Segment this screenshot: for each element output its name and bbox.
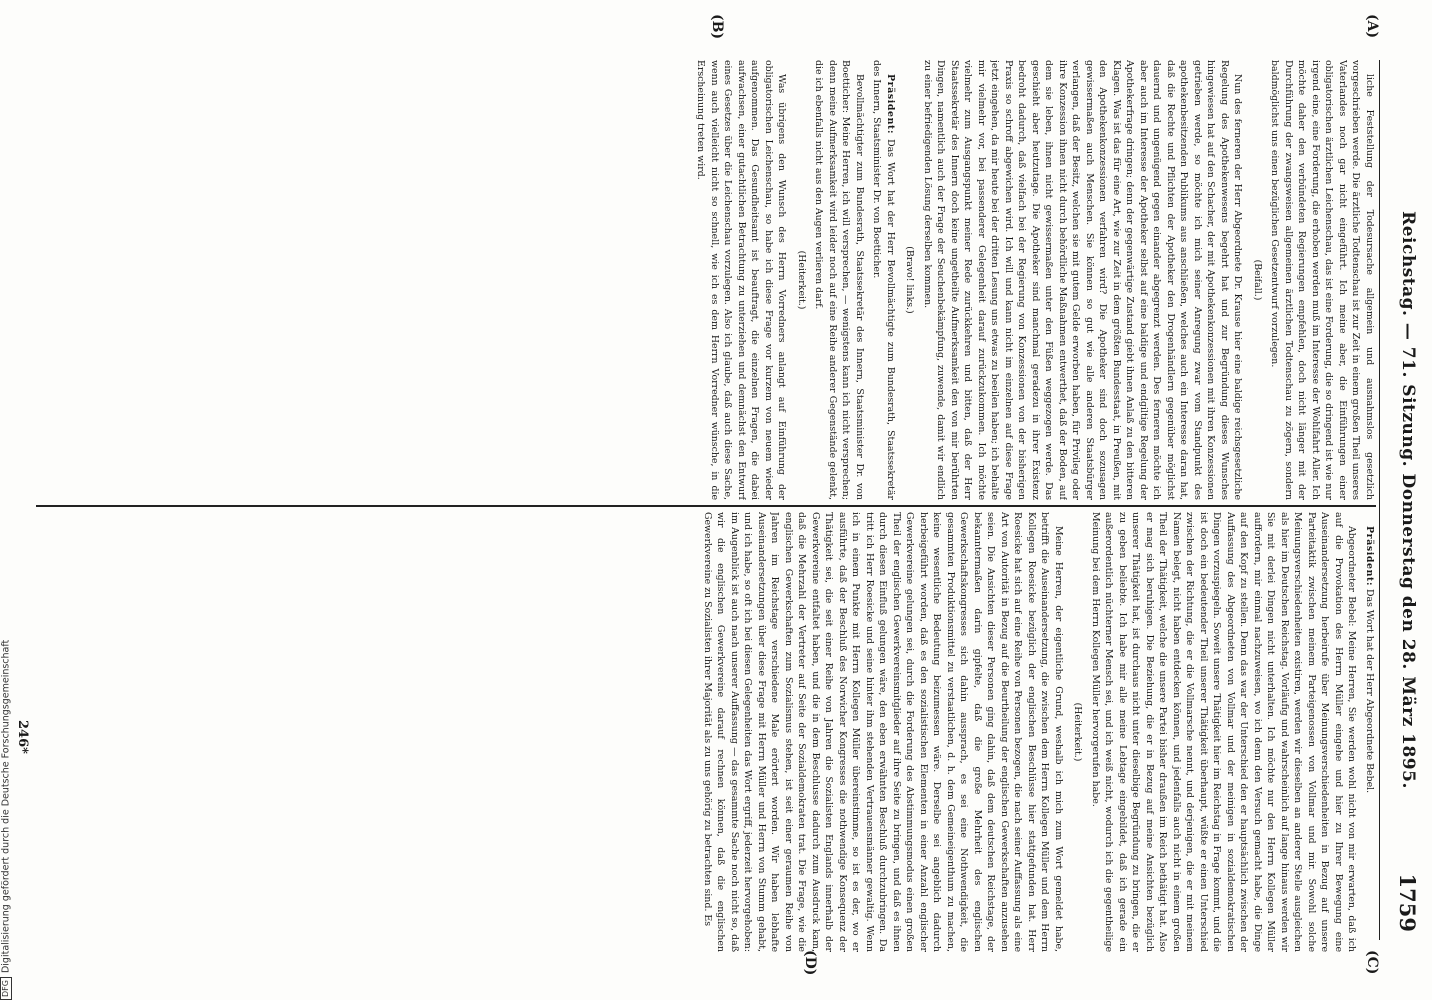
interjection: (Beifall.) xyxy=(1252,259,1263,301)
header-title: Reichstag. — 71. Sitzung. Donnerstag den 28. März 1895. xyxy=(1398,211,1418,789)
paragraph: Meine Herren, der eigentliche Grund, weshalb ich mich zum Wort gemeldet habe, betrifft die Auseinandersetzung, die zwischen dem Herrn Kollegen Müller und dem Herrn Kollegen Roesicke bezüglich der englischen Beschlüsse hier stattgefunden hat. Herr Roesicke hat sich auf eine Reihe von Personen bezogen, die nach seiner Auffassung als eine Art von Autorität in Bezug auf die Beurtheilung der englischen Gewerkschaften anzusehen seien. Die Ansichten dieser Personen ging dahin, daß dem deutschen Reichstage, der bekanntermaßen darin gipfelte, daß die große Mehrheit des englischen Gewerkschaftskongresses sich dahin aussprach, es sei eine Nothwendigkeit, die gesammten Produktionsmittel zu verstaatlichen, d. h. dem Gemeineigenthum zu machen, keine wesentliche Bedeutung beizumessen wäre. Derselbe sei angeblich dadurch herbeigeführt worden, daß es den sozialistischen Elementen in einer Anzahl englischer Gewerkvereine gelungen sei, durch die Forderung des Abstimmungsmodus einen großen Theil der englischen Gewerkvereinsmitglieder auf ihre Seite zu bringen, und daß es ihnen durch diesen Einfluß gelungen wäre, den eben erwähnten Beschluß durchzubringen. Da tritt ich Herr Roesicke und seine hinter ihm stehenden Vertrauensmänner gewaltig. Wenn ich in einem Punkte mit Herrn Kollegen Müller übereinstimme, so ist es der, wo er ausführte, daß der Beschluß des Norwicher Kongresses die nothwendige Konsequenz der Thätigkeit sei, die seit einer Reihe von Jahren die Sozialisten Englands innerhalb der Gewerkvereine entfaltet haben, und die in dem Beschlusse dadurch zum Ausdruck kam, daß die Mehrzahl der Vertreter auf Seite der Sozialdemokraten trat. Die Frage, wie die englischen Gewerkschaften zum Sozialismus stehen, ist seit einer geraumen Reihe von Jahren im Reichstage verschiedene Male erörtert worden. Wir haben lebhafte Auseinandersetzungen über diese Frage mit Herrn Müller und Herrn von Stumm gehabt, und ich habe, so oft ich bei diesen Gelegenheiten das Wort ergriff, jederzeit hervorgehoben: im Augenblick ist auch nach unserer Auffassung — das gesammte Sache noch nicht so, daß wir die englischen Gewerkvereine darauf rechnen können, daß die englischen Gewerkvereine zu Sozialisten ihrer Majorität als zu uns gehörig zu betrachten sind. Es xyxy=(702,512,1064,952)
left-column xyxy=(36,60,1376,500)
right-column xyxy=(36,512,1376,952)
page-number: 1759 xyxy=(1395,873,1420,932)
paragraph: Bevollmächtigter zum Bundesrath, Staatssekretär des Innern, Staatsminister Dr. von Boetticher: Meine Herren, ich will versprechen, — wenigstens kann ich nicht versprechen; denn meine Aufmerksamkeit wird leider noch auf eine Reihe anderer Gegenstände gelenkt, die ich ebenfalls nicht aus den Augen verlieren darf. xyxy=(813,60,865,500)
margin-marker-d: (D) xyxy=(802,950,818,976)
paragraph: Abgeordneter Bebel: Meine Herren, Sie werden wohl nicht von mir erwarten, daß ich auf die Provokation des Herrn Müller eingehe und hier zu Ihrer Bewegung eine Auseinandersetzung herbeirufe über Meinungsverschiedenheiten in Bezug auf unsere Parteitaktik zwischen meinem Parteigenossen von Vollmar und mir. Sowohl solche Meinungsverschiedenheiten existiren, werden wir dieselben an anderer Stelle ausgleichen als hier im Deutschen Reichstag. Vorläufig und wahrscheinlich auf lange hinaus werden wir Sie mit derlei Dingen nicht unterhalten. Ich möchte nur den Herrn Kollegen Müller auffordern, mir einmal nachzuweisen, wo ich denn den Versuch gemacht habe, die Dinge auf den Kopf zu stellen. Denn das war der Unterschied den er hauptsächlich zwischen der Auffassung des Abgeordneten von Vollmar und der meinigen in sozialdemokratischen Dingen vorzuspiegeln. Soweit unsere Thätigkeit hier im Reichstag in Frage kommt, und die ist doch ein bedeutender Theil unserer Thätigkeit überhaupt, wüßte er einen Unterschied zwischen der Richtung, die er die Vollmarsche nennt, und derjenigen, die er mit meinem Namen belegt, nicht haben entdecken können, und jedenfalls auch nicht in einem großen Theil der Thätigkeit, welche die unsere Partei bisher draußen im Reich bethätigt hat. Also er mag sich beruhigen. Die Beziehung, die er in Bezug auf meine Ansichten bezüglich unserer Thätigkeit hat, ist durchaus nicht unter dieselbige Begründung zu bringen, die er zu geben beliebte. Ich habe mir alle meine Lebtage eingebildet, daß ich gerade ein außerordentlich nüchterner Mensch sei, und ich weiß nicht, wodurch ich die gegentheilige Meinung bei dem Herrn Kollegen Müller hervorgerufen habe. xyxy=(1090,512,1358,952)
paragraph xyxy=(1363,512,1377,952)
credit-text: Digitalisierung gefördert durch die Deutsche Forschungsgemeinschaft xyxy=(0,639,12,974)
margin-marker-a: (A) xyxy=(1364,14,1380,39)
margin-marker-c: (C) xyxy=(1364,950,1380,975)
speaker-label: Präsident: xyxy=(885,74,896,135)
paragraph: Nun des ferneren der Herr Abgeordnete Dr. Krause hier eine baldige reichsgesetzliche Regelung des Apothekenwesens begehrt hat und zur Begründung dieses Wunsches hingewiesen hat auf den Schacher, der mit Apothekenkonzessionen mit ihren Konzessionen getrieben werde, so möchte ich mich seiner Anregung zwar vom Standpunkt des apothekenbesitzenden Publikums aus anschließen, welches auch ein Interesse daran hat, daß die Rechte und Pflichten der Apotheker den Drogenhändlern gegenüber möglichst dauernd und ungenügend gegen einander abgegrenzt werden. Des ferneren möchte ich aber auch im Interesse der Apotheker selbst auf eine baldige und endgiltige Regelung der Apothekerfrage dringen; denn der gegenwärtige Zustand giebt ihnen Anlaß zu den bitteren Klagen. Was ist das für eine Art, wie zur Zeit in dem größten Bundesstaat, in Preußen, mit den Apothekenkonzessionen verfahren wird? Die Apotheker sind doch sozusagen gewissermaßen auch Menschen. Sie können so gut wie alle anderen Staatsbürger verlangen, daß der Besitz, welchen sie mit gutem Gelde erworben haben, für Privileg oder ihre Konzession ihnen nicht durch behördliche Maßnahmen entwerthet, daß der Boden, auf dem sie leben, ihnen nicht gewissermaßen unter den Füßen weggezogen werde. Das geschieht aber heutzutage. Die Apotheker sind manchmal geradezu in ihrer Existenz bedroht dadurch, daß vielfach bei der Regierung von Konzessionen von der bisherigen Praxis so schroff abgewichen wird. Ich will und kann nicht im einzelnen auf diese Frage jetzt eingehen, da mir heute bei der dritten Lesung uns etwas zu beeilen haben; ich behalte mir vielmehr vor, bei passenderer Gelegenheit darauf zurückzukommen. Ich möchte vielmehr zum Ausgangspunkt meiner Rede zurückkehren und bitten, daß der Herr Staatssekretär des Innern doch keine ungetheilte Aufmerksamkeit den von mir berührten Dingen, namentlich auch der Frage der Seuchenbekämpfung, zuwende, damit wir endlich zu einer befriedigenden Lösung derselben kommen. xyxy=(922,60,1244,500)
interjection: (Heiterkeit.) xyxy=(1072,702,1084,762)
interjection: (Bravo! links.) xyxy=(904,246,916,314)
speaker-label: Präsident: xyxy=(1364,526,1375,587)
running-header xyxy=(1379,60,1424,940)
margin-marker-b: (B) xyxy=(709,14,725,40)
speech-text: Das Wort hat der Herr Abgeordnete Bebel. xyxy=(1364,586,1375,794)
paragraph: Was übrigens den Wunsch des Herrn Vorredners anlangt auf Einführung der obligatorischen Leichenschau, so habe ich diese Frage vor kurzem von neuem wieder aufgenommen. Das Gesundheitsamt ist beauftragt, die einzelnen Fragen, die dabei aufwachsen, einer gutachtlichen Betrachtung zu unterziehen und demnächst den Entwurf eines Gesetzes über die Leichenschau vorzulegen. Also ich glaube, daß auch diese Sache, wenn auch vielleicht nicht so schnell, wie ich es dem Herrn Vorredner wünsche, in die Erscheinung treten wird. xyxy=(695,60,788,500)
paragraph: liche Feststellung der Todesursache allgemein und ausnahmslos gesetzlich vorgeschrieben werde. Die ärztliche Todtenschau ist zur Zeit in einem großen Theil unseres Vaterlandes noch gar nicht eingeführt. Ich meine aber, die Einführungen einer obligatorischen ärztlichen Leichenschau, das ist eine Forderung, die so dringend ist wie nur irgend eine, eine Forderung, die erhoben werden muß im Interesse der Wohlfahrt Aller. Ich möchte daher den verbündeten Regierungen empfehlen, doch nicht länger mit der Durchführung der zwangsweisen allgemeinen ärztlichen Todtenschau zu zögern, sondern baldmöglichst uns einen bezüglichen Gesetzentwurf vorzulegen. xyxy=(1269,60,1375,500)
interjection: (Heiterkeit.) xyxy=(796,250,807,310)
digitization-credit xyxy=(0,610,14,1000)
sheet-signature: 246* xyxy=(15,720,30,754)
column-divider xyxy=(36,505,1376,507)
paragraph xyxy=(870,60,897,500)
dfg-logo: DFG xyxy=(0,977,12,1000)
speech-text: Das Wort hat der Herr Bevollmächtigte zum Bundesrath, Staatssekretär des Innern, Staatsminister Dr. von Boetticher. xyxy=(871,60,896,500)
